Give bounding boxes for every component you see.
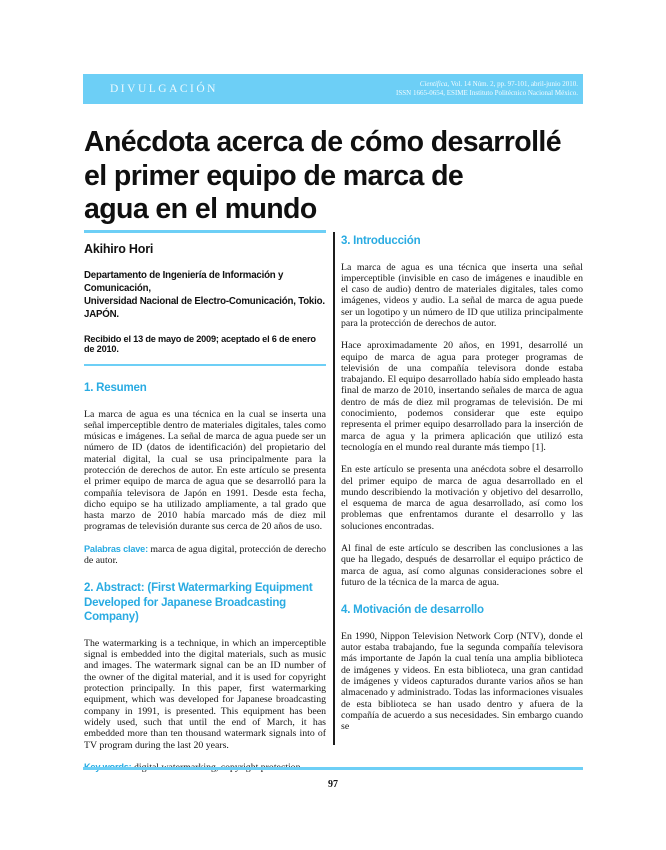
introduccion-paragraph-3: En este artículo se presenta una anécdota sobre el desarrollo del primer equipo de marca de agua desarrollado en el mundo describiendo la motivación y objetivo del desarrollo, el esquema de marca de agua desarrollado, así como los problemas que enfrentamos durante el desarrollo y las soluciones encontradas. (341, 464, 583, 532)
journal-header-bar (83, 74, 583, 104)
article-title-line3: agua en el mundo (84, 193, 317, 225)
left-column (84, 230, 326, 784)
affiliation-line1: Departamento de Ingeniería de Información y Comunicación, (84, 269, 284, 294)
abstract-paragraph: The watermarking is a technique, in which an imperceptible signal is embedded into the digital materials, such as music and images. The watermark signal can be an ID number of the owner of the digital material, and it is used for copyright protection principally. In this paper, first watermarking equipment, which was developed for Japanese broadcasting company in 1991, is presented. This equipment has been widely used, such that until the end of March, it has embedded more than ten thousand watermark signals into of TV program during the last 20 years. (84, 637, 326, 751)
introduccion-paragraph-4: Al final de este artículo se describen las conclusiones a las que ha llegado, después de desarrollar el equipo práctico de marca de agua, así como algunas consideraciones sobre el futuro de la técnica de la marca de agua. (341, 543, 583, 588)
received-accepted-dates: Recibido el 13 de mayo de 2009; aceptado el 6 de enero de 2010. (84, 333, 316, 354)
author-block-top-rule (84, 230, 326, 233)
heading-abstract: 2. Abstract: (First Watermarking Equipment Developed for Japanese Broadcasting Company) (84, 582, 313, 624)
journal-info (396, 80, 583, 98)
affiliation-line2: Universidad Nacional de Electro-Comunicación, Tokio. (84, 295, 325, 307)
heading-introduccion: 3. Introducción (341, 235, 421, 247)
journal-info-line2: ISSN 1665-0654, ESIME Instituto Politécnico Nacional México. (396, 89, 578, 97)
introduccion-paragraph-2: Hace aproximadamente 20 años, en 1991, desarrollé un equipo de marca de agua para proteger programas de televisión de una compañía televisora donde estaba trabajando. El equipo desarrollado había sido empleado hasta final de marzo de 2010, insertando señales de marca de agua dentro de más de diez mil programas de televisión. De mi conocimiento, podemos considerar que este equipo representa el primer equipo desarrollado para la inserción de marca de agua y la primera aplicación que utilizó esta tecnología en el mundo real durante más tiempo [1]. (341, 340, 583, 453)
footer-rule (83, 767, 583, 770)
author-block-bottom-rule (84, 364, 326, 367)
palabras-clave-text: marca de agua digital, protección de derecho de autor. (84, 543, 326, 567)
column-divider (333, 232, 335, 745)
resumen-paragraph: La marca de agua es una técnica en la cual se inserta una señal imperceptible dentro de materiales digitales, tales como músicas e imágenes. La señal de marca de agua puede ser un número de ID (datos de identificación) del propietario del material digital, la cual se usa principalmente para la protección de derechos de autor. En este artículo se presenta el primer equipo de marca de agua que se desarrolló para la compañía televisora de Japón en 1991. Desde esta fecha, dicho equipo se ha utilizado ampliamente, a tal grado que hasta marzo de 2010 había marcado más de diez mil programas de televisión durante sus cerca de 20 años de uso. (84, 408, 326, 533)
page-number: 97 (328, 779, 338, 790)
heading-resumen: 1. Resumen (84, 382, 147, 394)
heading-motivacion: 4. Motivación de desarrollo (341, 604, 484, 617)
palabras-clave-paragraph (84, 544, 326, 567)
author-name: Akihiro Hori (84, 241, 154, 256)
article-title (84, 126, 584, 227)
author-affiliation (84, 269, 326, 321)
journal-name: Científica, (419, 80, 450, 88)
palabras-clave-label: Palabras clave: (84, 543, 148, 554)
article-title-line2: el primer equipo de marca de (84, 159, 464, 192)
motivacion-paragraph-1: En 1990, Nippon Television Network Corp (NTV), donde el autor estaba trabajando, fue la segunda compañía televisora más importante de Japón la cual tenía una amplia biblioteca de imágenes y videos. En esta biblioteca, una gran cantidad de imágenes y videos capturados durante varios años se han almacenado y administrado. Todas las informaciones visuales de esta biblioteca se han usado dentro y afuera de la compañía de acuerdo a sus necesidades. Sin embargo cuando se (341, 630, 583, 733)
right-column (341, 234, 583, 743)
section-label: DIVULGACIÓN (110, 83, 218, 95)
introduccion-paragraph-1: La marca de agua es una técnica que inserta una señal imperceptible (invisible en caso de imágenes e inaudible en el caso de audio) dentro de materiales digitales, tales como imágenes, videos y audio. La señal de marca de agua puede ser un logotipo y un número de ID que utiliza principalmente para la protección de derechos de autor. (341, 261, 583, 329)
journal-volume-info: Vol. 14 Núm. 2, pp. 97-101, abril-junio 2010. (449, 80, 578, 88)
affiliation-line3: JAPÓN. (84, 308, 119, 320)
article-title-line1: Anécdota acerca de cómo desarrollé (84, 126, 561, 158)
journal-info-line1 (396, 80, 578, 89)
